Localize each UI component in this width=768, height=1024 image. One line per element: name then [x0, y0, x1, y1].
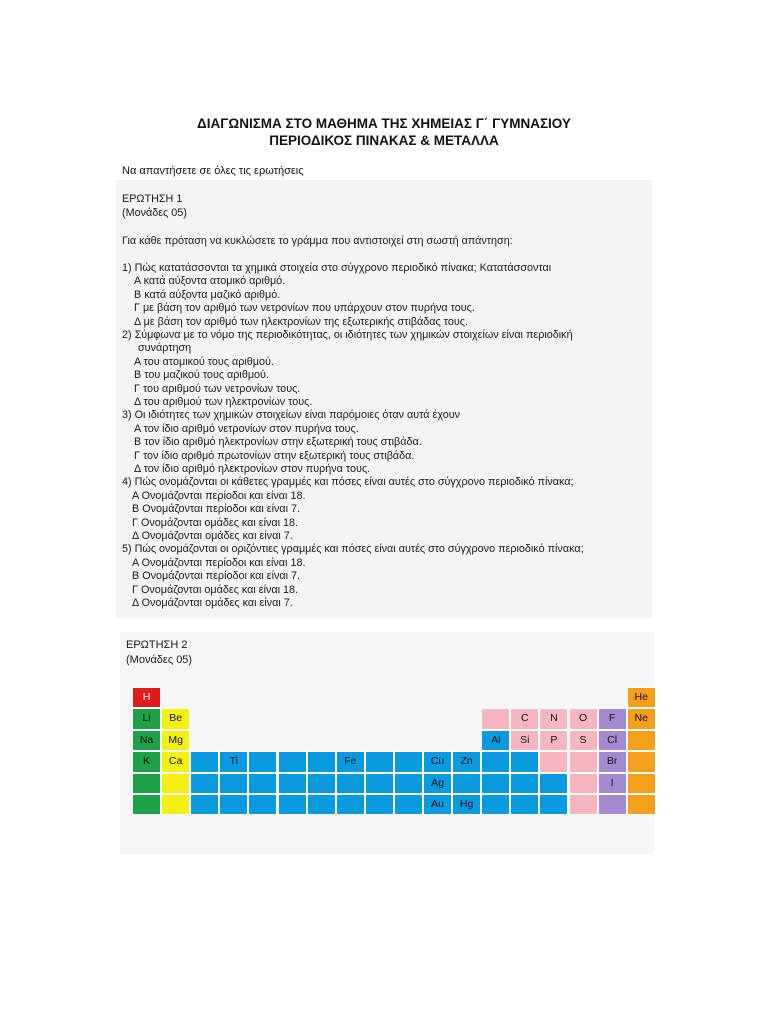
- element-cell-empty: [539, 794, 568, 815]
- element-cell-empty: [190, 794, 219, 815]
- answer-option: Α Ονομάζονται περίοδοι και είναι 18.: [132, 556, 306, 569]
- element-cell-empty: [394, 751, 423, 772]
- element-cell-cl: Cl: [598, 730, 627, 751]
- element-cell-empty: [539, 773, 568, 794]
- answer-option: Δ Ονομάζονται ομάδες και είναι 7.: [132, 530, 293, 542]
- element-cell-empty: [569, 751, 598, 772]
- element-cell-empty: [248, 773, 277, 794]
- element-cell-empty: [365, 773, 394, 794]
- element-cell-n: N: [539, 708, 568, 729]
- element-cell-i: I: [598, 773, 627, 794]
- element-cell-empty: [161, 773, 190, 794]
- element-cell-he: He: [627, 687, 656, 708]
- element-cell-be: Be: [161, 708, 190, 729]
- element-cell-s: S: [569, 730, 598, 751]
- answer-option: Γ Ονομάζονται ομάδες και είναι 18.: [132, 516, 299, 529]
- element-cell-empty: [307, 794, 336, 815]
- element-cell-al: Al: [481, 730, 510, 751]
- answer-option: Α τον ίδιο αριθμό νετρονίων στον πυρήνα τους.: [134, 422, 359, 435]
- element-cell-empty: [627, 773, 656, 794]
- question-1-instruction: Για κάθε πρόταση να κυκλώσετε το γράμμα που αντιστοιχεί στη σωστή απάντηση:: [122, 235, 513, 247]
- element-cell-fe: Fe: [336, 751, 365, 772]
- element-cell-empty: [481, 794, 510, 815]
- answer-option: Γ Ονομάζονται ομάδες και είναι 18.: [132, 583, 299, 596]
- element-cell-empty: [365, 794, 394, 815]
- element-cell-ne: Ne: [627, 708, 656, 729]
- element-cell-h: H: [132, 687, 161, 708]
- question-item-5: 5) Πώς ονομάζονται οι οριζόντιες γραμμές και πόσες είναι αυτές στο σύγχρονο περιοδικό πίνακα;: [122, 543, 584, 556]
- answer-option: Δ Ονομάζονται ομάδες και είναι 7.: [132, 597, 293, 609]
- element-cell-c: C: [510, 708, 539, 729]
- element-cell-empty: [161, 794, 190, 815]
- instructions-intro: Να απαντήσετε σε όλες τις ερωτήσεις: [122, 165, 304, 177]
- element-cell-empty: [510, 794, 539, 815]
- element-cell-empty: [481, 773, 510, 794]
- answer-option: Α του ατομικού τους αριθμού.: [134, 355, 274, 368]
- element-cell-ca: Ca: [161, 751, 190, 772]
- element-cell-empty: [278, 751, 307, 772]
- element-cell-empty: [452, 773, 481, 794]
- answer-option: Β Ονομάζονται περίοδοι και είναι 7.: [132, 570, 301, 583]
- element-cell-empty: [510, 773, 539, 794]
- element-cell-zn: Zn: [452, 751, 481, 772]
- element-cell-empty: [307, 751, 336, 772]
- element-cell-empty: [394, 794, 423, 815]
- question-2-points: (Μονάδες 05): [126, 654, 193, 666]
- element-cell-li: Li: [132, 708, 161, 729]
- answer-option: Δ τον ίδιο αριθμό ηλεκτρονίων στον πυρήνα τους.: [134, 463, 371, 475]
- element-cell-empty: [598, 794, 627, 815]
- element-cell-empty: [190, 773, 219, 794]
- question-item-4: 4) Πώς ονομάζονται οι κάθετες γραμμές και πόσες είναι αυτές στο σύγχρονο περιοδικό πίνακα;: [122, 476, 574, 489]
- element-cell-empty: [569, 794, 598, 815]
- answer-option: Β του μαζικού τους αριθμού.: [134, 369, 269, 382]
- question-item-3: 3) Οι ιδιότητες των χημικών στοιχείων είναι παρόμοιες όταν αυτά έχουν: [122, 409, 460, 422]
- element-cell-empty: [394, 773, 423, 794]
- element-cell-k: K: [132, 751, 161, 772]
- element-cell-empty: [481, 751, 510, 772]
- question-1-heading: ΕΡΩΤΗΣΗ 1: [122, 193, 183, 205]
- element-cell-empty: [132, 773, 161, 794]
- answer-option: Δ του αριθμού των ηλεκτρονίων τους.: [134, 396, 313, 408]
- answer-option: Δ με βάση τον αριθμό των ηλεκτρονίων της εξωτερικής στιβάδας τους.: [134, 315, 468, 328]
- element-cell-empty: [336, 794, 365, 815]
- element-cell-empty: [627, 751, 656, 772]
- question-item-2-continued: συνάρτηση: [138, 342, 192, 355]
- element-cell-empty: [481, 708, 510, 729]
- element-cell-empty: [190, 751, 219, 772]
- element-cell-empty: [627, 730, 656, 751]
- element-cell-empty: [248, 794, 277, 815]
- element-cell-empty: [278, 773, 307, 794]
- element-cell-br: Br: [598, 751, 627, 772]
- question-item-2: 2) Σύμφωνα με το νόμο της περιοδικότητας, οι ιδιότητες των χημικών στοιχείων είναι περιοδική: [122, 329, 573, 341]
- element-cell-empty: [627, 794, 656, 815]
- element-cell-empty: [132, 794, 161, 815]
- element-cell-o: O: [569, 708, 598, 729]
- answer-option: Α κατά αύξοντα ατομικό αριθμό.: [134, 275, 286, 288]
- element-cell-si: Si: [510, 730, 539, 751]
- element-cell-empty: [336, 773, 365, 794]
- element-cell-cu: Cu: [423, 751, 452, 772]
- answer-option: Β Ονομάζονται περίοδοι και είναι 7.: [132, 503, 301, 516]
- answer-option: Β τον ίδιο αριθμό ηλεκτρονίων στην εξωτερική τους στιβάδα.: [134, 436, 422, 449]
- element-cell-ag: Ag: [423, 773, 452, 794]
- element-cell-empty: [569, 773, 598, 794]
- element-cell-ti: Ti: [219, 751, 248, 772]
- element-cell-hg: Hg: [452, 794, 481, 815]
- element-cell-empty: [539, 751, 568, 772]
- element-cell-empty: [219, 794, 248, 815]
- element-cell-p: P: [539, 730, 568, 751]
- element-cell-f: F: [598, 708, 627, 729]
- answer-option: Β κατά αύξοντα μαζικό αριθμό.: [134, 288, 281, 301]
- document-title-line-2: ΠΕΡΙΟΔΙΚΟΣ ΠΙΝΑΚΑΣ & ΜΕΤΑΛΛΑ: [269, 133, 499, 148]
- answer-option: Γ του αριθμού των νετρονίων τους.: [134, 382, 301, 395]
- element-cell-empty: [248, 751, 277, 772]
- element-cell-au: Au: [423, 794, 452, 815]
- element-cell-empty: [365, 751, 394, 772]
- question-2-heading: ΕΡΩΤΗΣΗ 2: [126, 639, 188, 651]
- answer-option: Γ τον ίδιο αριθμό πρωτονίων στην εξωτερική τους στιβάδα.: [134, 449, 415, 462]
- answer-option: Γ με βάση τον αριθμό των νετρονίων που υπάρχουν στον πυρήνα τους.: [134, 302, 475, 315]
- element-cell-empty: [307, 773, 336, 794]
- element-cell-empty: [510, 751, 539, 772]
- question-1-points: (Μονάδες 05): [122, 207, 187, 219]
- answer-option: Α Ονομάζονται περίοδοι και είναι 18.: [132, 489, 306, 502]
- element-cell-empty: [278, 794, 307, 815]
- question-item-1: 1) Πώς κατατάσσονται τα χημικά στοιχεία στο σύγχρονο περιοδικό πίνακα; Κατατάσσονται: [122, 262, 552, 274]
- element-cell-mg: Mg: [161, 730, 190, 751]
- element-cell-na: Na: [132, 730, 161, 751]
- element-cell-empty: [219, 773, 248, 794]
- document-title-line-1: ΔΙΑΓΩΝΙΣΜΑ ΣΤΟ ΜΑΘΗΜΑ ΤΗΣ ΧΗΜΕΙΑΣ Γ΄ ΓΥΜΝΑΣΙΟΥ: [197, 116, 571, 131]
